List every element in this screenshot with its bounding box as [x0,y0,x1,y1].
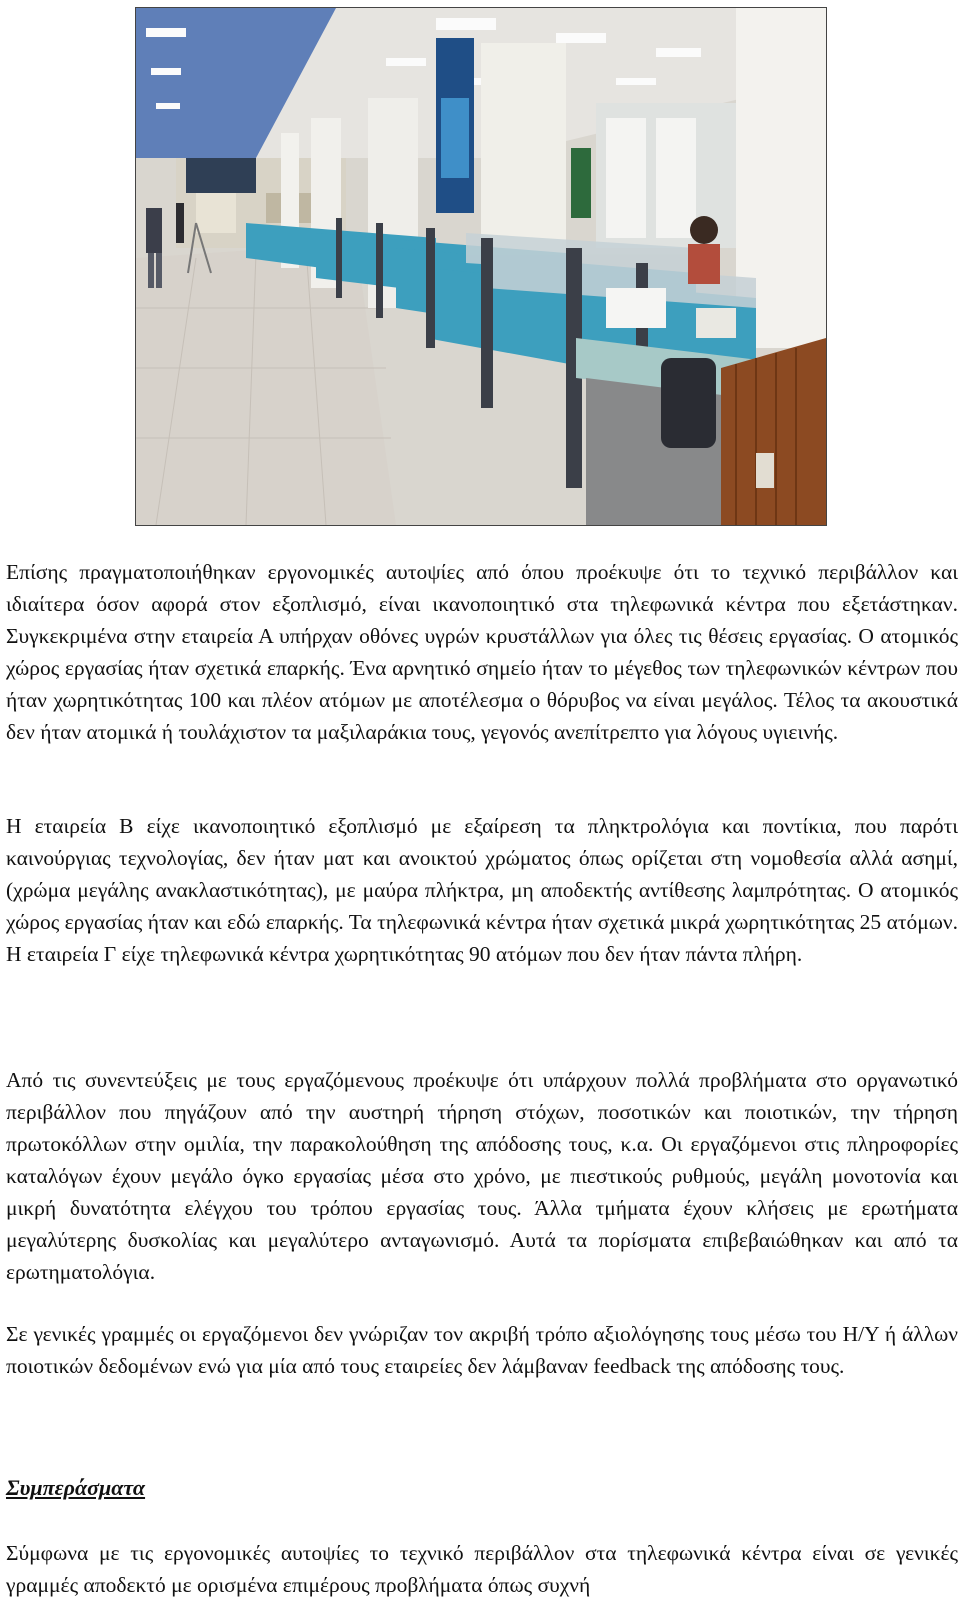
paragraph-interviews: Από τις συνεντεύξεις με τους εργαζόμενους προέκυψε ότι υπάρχουν πολλά προβλήματα στο οργανωτικό περιβάλλον που πηγάζουν από την αυστηρή τήρηση στόχων, ποσοτικών και ποιοτικών, την τήρηση πρωτοκόλλων στην ομιλία, την παρακολούθηση της απόδοσης τους, κ.α. Οι εργαζόμενοι στις πληροφορίες καταλόγων έχουν μεγάλο όγκο εργασίας μέσα στο χρόνο, με πιεστικούς ρυθμούς, μεγάλη μονοτονία και μικρή δυνατότητα ελέγχου του τρόπου εργασίας τους. Άλλα τμήματα έχουν κλήσεις με ερωτήματα μεγαλύτερης δυσκολίας και μεγαλύτερο ανταγωνισμό. Αυτά τα πορίσματα επιβεβαιώθηκαν και από τα ερωτηματολόγια. [6,1068,958,1284]
paragraph-evaluation: Σε γενικές γραμμές οι εργαζόμενοι δεν γνώριζαν τον ακριβή τρόπο αξιολόγησης τους μέσω του Η/Υ ή άλλων ποιοτικών δεδομένων ενώ για μία από τους εταιρείες δεν λάμβαναν feedback της απόδοσης τους. [6,1322,958,1378]
office-photo [135,7,827,526]
paragraph-ergonomic-inspections: Επίσης πραγματοποιήθηκαν εργονομικές αυτοψίες από όπου προέκυψε ότι το τεχνικό περιβάλλον και ιδιαίτερα όσον αφορά στον εξοπλισμό, είναι ικανοποιητικό στα τηλεφωνικά κέντρα που εξετάστηκαν. Συγκεκριμένα στην εταιρεία Α υπήρχαν οθόνες υγρών κρυστάλλων για όλες τις θέσεις εργασίας. Ο ατομικός χώρος εργασίας ήταν σχετικά επαρκής. Ένα αρνητικό σημείο ήταν το μέγεθος των τηλεφωνικών κέντρων που ήταν χωρητικότητας 100 και πλέον ατόμων με αποτέλεσμα ο θόρυβος να είναι μεγάλος. Τέλος τα ακουστικά δεν ήταν ατομικά ή τουλάχιστον τα μαξιλαράκια τους, γεγονός ανεπίτρεπτο για λόγους υγιεινής. [6,560,958,744]
paragraph-conclusions: Σύμφωνα με τις εργονομικές αυτοψίες το τεχνικό περιβάλλον στα τηλεφωνικά κέντρα είναι σε γενικές γραμμές αποδεκτό με ορισμένα επιμέρους προβλήματα όπως συχνή [6,1541,958,1597]
section-heading-conclusions: Συμπεράσματα [6,1475,146,1500]
office-photo-icon [136,8,826,525]
paragraph-company-b: Η εταιρεία Β είχε ικανοποιητικό εξοπλισμό με εξαίρεση τα πληκτρολόγια και ποντίκια, που παρότι καινούργιας τεχνολογίας, δεν ήταν ματ και ανοικτού χρώματος όπως ορίζεται στη νομοθεσία αλλά ασημί, (χρώμα μεγάλης ανακλαστικότητας), με μαύρα πλήκτρα, μη αποδεκτής αντίθεσης λαμπρότητας. Ο ατομικός χώρος εργασίας ήταν και εδώ επαρκής. Τα τηλεφωνικά κέντρα ήταν σχετικά μικρά χωρητικότητας 25 ατόμων. Η εταιρεία Γ είχε τηλεφωνικά κέντρα χωρητικότητας 90 ατόμων που δεν ήταν πάντα πλήρη. [6,814,958,966]
